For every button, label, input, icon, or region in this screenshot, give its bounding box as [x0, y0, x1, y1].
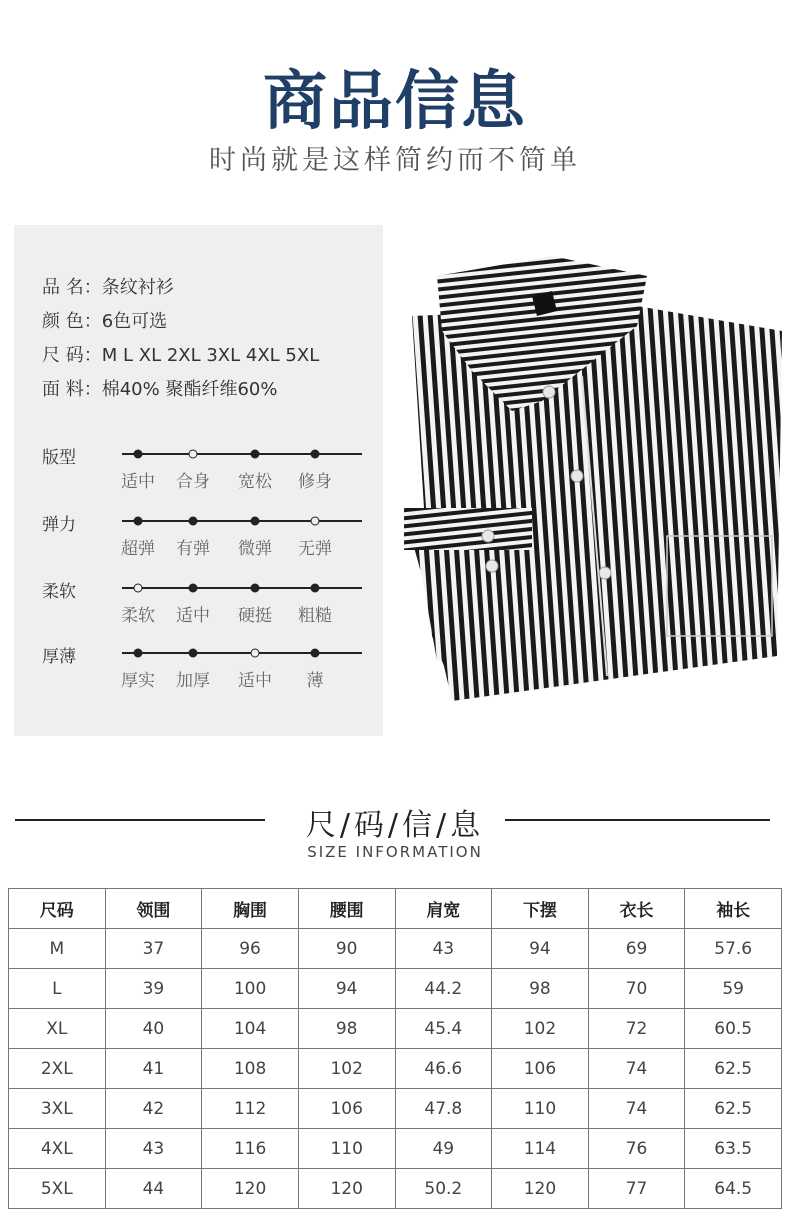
rating-dot [311, 584, 320, 593]
table-cell: 76 [588, 1129, 685, 1169]
table-cell: 46.6 [395, 1049, 492, 1089]
rating-option: 有弹 [176, 539, 210, 559]
table-cell: 62.5 [685, 1049, 782, 1089]
rating-dot [134, 450, 143, 459]
rating-line [122, 453, 362, 455]
table-row [9, 1129, 782, 1169]
table-cell: 120 [298, 1169, 395, 1209]
rating-label: 厚薄 [42, 647, 76, 667]
table-cell: 3XL [9, 1089, 106, 1129]
spec-color: 颜 色：6色可选 [42, 311, 168, 332]
table-cell: 60.5 [685, 1009, 782, 1049]
table-cell: 90 [298, 929, 395, 969]
table-cell: 43 [105, 1129, 202, 1169]
table-cell: 120 [492, 1169, 589, 1209]
table-cell: 116 [202, 1129, 299, 1169]
table-cell: 69 [588, 929, 685, 969]
header-chest: 胸围 [202, 889, 299, 929]
table-cell: 50.2 [395, 1169, 492, 1209]
header-size: 尺码 [9, 889, 106, 929]
page-subtitle: 时尚就是这样简约而不简单 [209, 145, 581, 176]
table-cell: 2XL [9, 1049, 106, 1089]
table-cell: 102 [298, 1049, 395, 1089]
table-cell: 94 [492, 929, 589, 969]
table-cell: 63.5 [685, 1129, 782, 1169]
table-cell: 77 [588, 1169, 685, 1209]
table-cell: 94 [298, 969, 395, 1009]
rating-option: 粗糙 [298, 606, 332, 626]
rating-option: 薄 [306, 671, 324, 691]
page-title: 商品信息 [263, 65, 527, 139]
table-cell: 37 [105, 929, 202, 969]
table-cell: 110 [298, 1129, 395, 1169]
spec-size: 尺 码：M L XL 2XL 3XL 4XL 5XL [42, 345, 320, 366]
rating-option: 适中 [121, 472, 155, 492]
rating-dot [311, 649, 320, 658]
table-cell: 44.2 [395, 969, 492, 1009]
size-table-header-row [9, 889, 782, 929]
table-row [9, 1089, 782, 1129]
table-row [9, 969, 782, 1009]
rating-option: 柔软 [121, 606, 155, 626]
table-cell: 57.6 [685, 929, 782, 969]
table-cell: XL [9, 1009, 106, 1049]
rating-option: 硬挺 [238, 606, 272, 626]
rating-dot [134, 649, 143, 658]
size-section-subtitle: SIZE INFORMATION [307, 843, 483, 861]
rating-label: 柔软 [42, 582, 76, 602]
table-cell: 74 [588, 1089, 685, 1129]
rating-option: 适中 [238, 671, 272, 691]
table-row [9, 1049, 782, 1089]
table-cell: 106 [298, 1089, 395, 1129]
rating-line [122, 520, 362, 522]
table-cell: 5XL [9, 1169, 106, 1209]
rating-dot-selected [134, 584, 143, 593]
header-collar: 领围 [105, 889, 202, 929]
table-cell: 44 [105, 1169, 202, 1209]
rating-option: 合身 [176, 472, 210, 492]
table-cell: 74 [588, 1049, 685, 1089]
table-cell: 96 [202, 929, 299, 969]
table-cell: 98 [298, 1009, 395, 1049]
spec-name: 品 名：条纹衬衫 [42, 277, 174, 298]
table-cell: 102 [492, 1009, 589, 1049]
striped-shirt-image [392, 236, 784, 706]
table-cell: 104 [202, 1009, 299, 1049]
table-cell: 4XL [9, 1129, 106, 1169]
table-row [9, 929, 782, 969]
table-cell: 70 [588, 969, 685, 1009]
table-cell: M [9, 929, 106, 969]
rating-line [122, 652, 362, 654]
rating-dot [251, 517, 260, 526]
spec-fabric: 面 料：棉40% 聚酯纤维60% [42, 379, 278, 400]
header-shoulder: 肩宽 [395, 889, 492, 929]
header-hem: 下摆 [492, 889, 589, 929]
rating-dot [189, 649, 198, 658]
table-cell: 100 [202, 969, 299, 1009]
table-cell: 45.4 [395, 1009, 492, 1049]
table-row [9, 1169, 782, 1209]
rating-option: 修身 [298, 472, 332, 492]
table-cell: 43 [395, 929, 492, 969]
table-cell: 39 [105, 969, 202, 1009]
header-length: 衣长 [588, 889, 685, 929]
table-cell: 49 [395, 1129, 492, 1169]
rating-label: 版型 [42, 448, 76, 468]
table-cell: 42 [105, 1089, 202, 1129]
table-cell: 72 [588, 1009, 685, 1049]
table-cell: 41 [105, 1049, 202, 1089]
rating-dot [251, 450, 260, 459]
rating-option: 宽松 [238, 472, 272, 492]
rating-dot [189, 584, 198, 593]
rating-option: 超弹 [121, 539, 155, 559]
rating-dot [311, 450, 320, 459]
size-table [8, 888, 782, 1209]
rating-dot-selected [311, 517, 320, 526]
rating-line [122, 587, 362, 589]
rating-option: 适中 [176, 606, 210, 626]
table-cell: 106 [492, 1049, 589, 1089]
product-info-panel [14, 225, 383, 736]
table-cell: 114 [492, 1129, 589, 1169]
rating-option: 无弹 [298, 539, 332, 559]
table-row [9, 1009, 782, 1049]
rating-label: 弹力 [42, 515, 76, 535]
table-cell: 40 [105, 1009, 202, 1049]
table-cell: L [9, 969, 106, 1009]
rating-dot-selected [251, 649, 260, 658]
table-cell: 62.5 [685, 1089, 782, 1129]
size-section-title: 尺/码/信/息 [305, 808, 485, 843]
rating-dot [189, 517, 198, 526]
rating-option: 厚实 [121, 671, 155, 691]
rating-option: 加厚 [176, 671, 210, 691]
table-cell: 98 [492, 969, 589, 1009]
rating-dot [134, 517, 143, 526]
table-cell: 120 [202, 1169, 299, 1209]
header-waist: 腰围 [298, 889, 395, 929]
table-cell: 64.5 [685, 1169, 782, 1209]
rating-dot [251, 584, 260, 593]
table-cell: 108 [202, 1049, 299, 1089]
table-cell: 110 [492, 1089, 589, 1129]
rating-dot-selected [189, 450, 198, 459]
header-sleeve: 袖长 [685, 889, 782, 929]
table-cell: 47.8 [395, 1089, 492, 1129]
table-cell: 59 [685, 969, 782, 1009]
table-cell: 112 [202, 1089, 299, 1129]
rating-option: 微弹 [238, 539, 272, 559]
